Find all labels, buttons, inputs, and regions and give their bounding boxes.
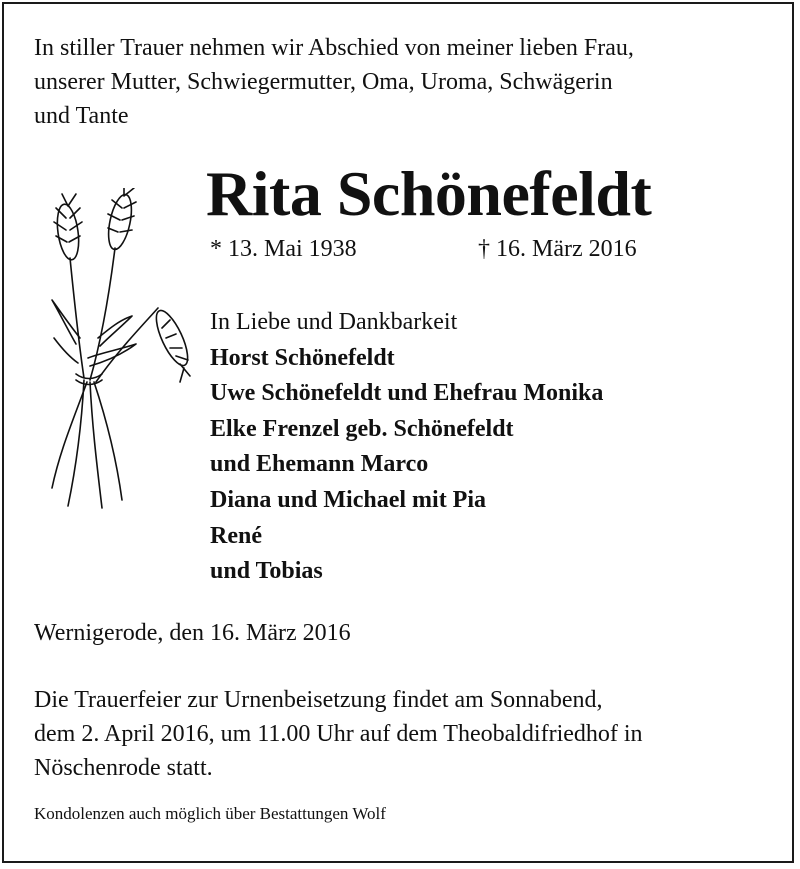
mourners-list xyxy=(210,305,603,590)
mourner-name: Elke Frenzel geb. Schönefeldt xyxy=(210,415,514,442)
mourner-name: und Tobias xyxy=(210,558,323,585)
birth-date: * 13. Mai 1938 xyxy=(210,236,357,262)
place-date: Wernigerode, den 16. März 2016 xyxy=(34,620,351,646)
funeral-line-2: dem 2. April 2016, um 11.00 Uhr auf dem Theobaldifriedhof in xyxy=(34,721,643,747)
mourner-name: Diana und Michael mit Pia xyxy=(210,486,487,513)
mourners-intro: In Liebe und Dankbarkeit xyxy=(210,309,458,335)
mourner-name: Horst Schönefeldt xyxy=(210,344,395,371)
death-date: † 16. März 2016 xyxy=(478,236,637,262)
mourner-name: und Ehemann Marco xyxy=(210,451,429,478)
mourner-name: René xyxy=(210,522,262,549)
intro-line-3: und Tante xyxy=(34,103,129,129)
funeral-line-1: Die Trauerfeier zur Urnenbeisetzung findet am Sonnabend, xyxy=(34,687,603,713)
intro-line-1: In stiller Trauer nehmen wir Abschied von meiner lieben Frau, xyxy=(34,35,634,61)
funeral-info xyxy=(34,683,766,785)
funeral-line-3: Nöschenrode statt. xyxy=(34,755,213,781)
mourner-name: Uwe Schönefeldt und Ehefrau Monika xyxy=(210,380,604,407)
condolence-note: Kondolenzen auch möglich über Bestattungen Wolf xyxy=(34,804,386,823)
wheat-bundle-icon xyxy=(40,188,200,528)
deceased-name: Rita Schönefeldt xyxy=(206,158,652,229)
intro-text xyxy=(34,31,766,133)
intro-line-2: unserer Mutter, Schwiegermutter, Oma, Uroma, Schwägerin xyxy=(34,69,613,95)
